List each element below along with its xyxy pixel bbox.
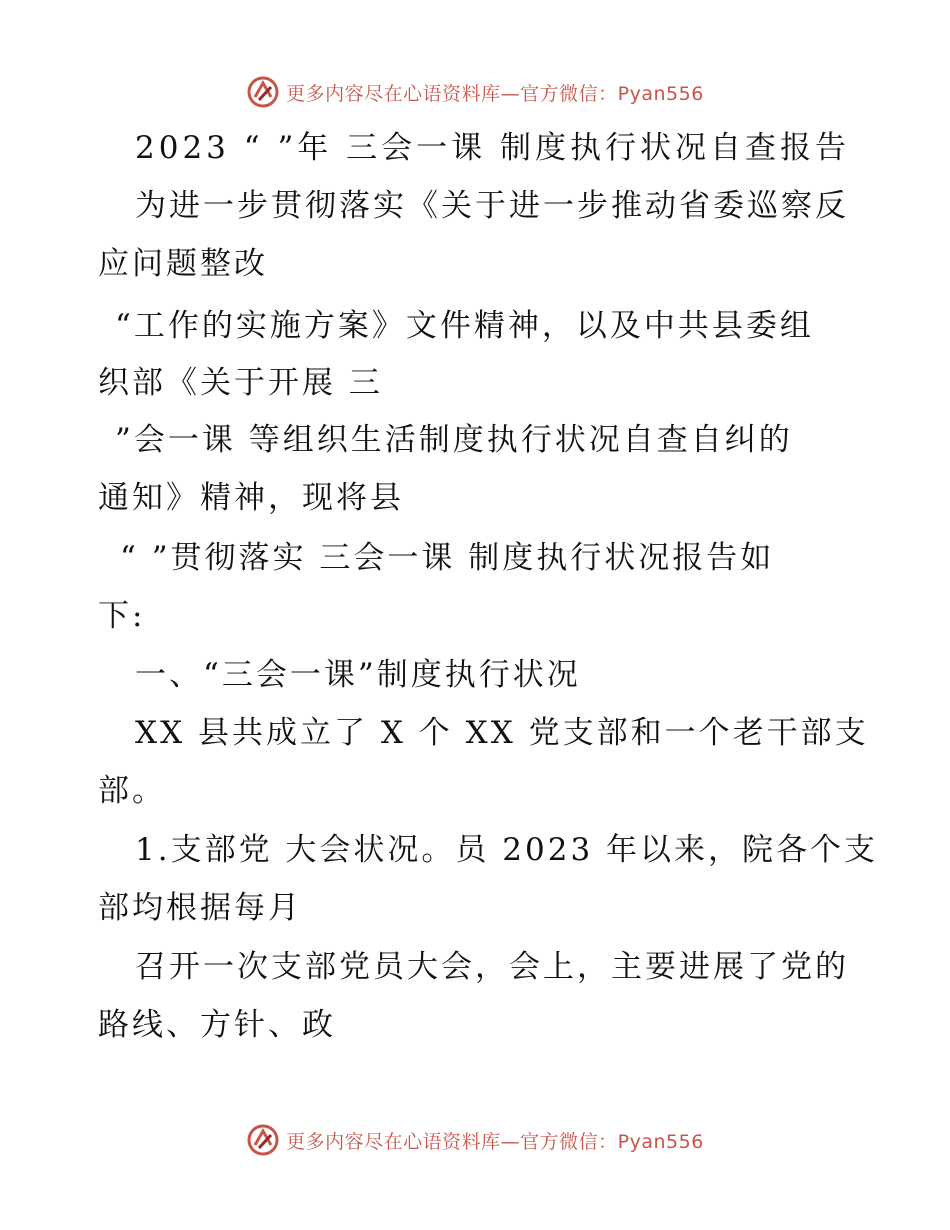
paragraph-line: 1.支部党 大会状况。员 2023 年以来，院各个支 — [135, 832, 879, 868]
paragraph-line: 召开一次支部党员大会，会上，主要进展了党的 — [135, 949, 849, 985]
paragraph-line: ”会一课 等组织生活制度执行状况自查自纠的 — [115, 422, 793, 458]
paragraph-line: 应问题整改 — [98, 246, 268, 282]
document-title: 2023 “ ”年 三会一课 制度执行状况自查报告 — [135, 130, 851, 166]
watermark-footer — [0, 1120, 950, 1160]
section-heading: 一、“三会一课”制度执行状况 — [135, 657, 581, 693]
paragraph-line: 路线、方针、政 — [98, 1007, 336, 1043]
paragraph-line: 通知》精神，现将县 — [98, 480, 404, 516]
paragraph-line: 下: — [98, 598, 146, 634]
paragraph-line: XX 县共成立了 X 个 XX 党支部和一个老干部支 — [135, 715, 869, 751]
paragraph-line: 部。 — [98, 773, 166, 809]
brand-logo-icon — [246, 1123, 280, 1157]
paragraph-line: 为进一步贯彻落实《关于进一步推动省委巡察反 — [135, 188, 849, 224]
paragraph-line: “ ”贯彻落实 三会一课 制度执行状况报告如 — [120, 540, 775, 576]
watermark-text: 更多内容尽在心语资料库—官方微信：Pyan556 — [286, 82, 704, 105]
watermark-text: 更多内容尽在心语资料库—官方微信：Pyan556 — [286, 1130, 704, 1153]
paragraph-line: “工作的实施方案》文件精神，以及中共县委组 — [115, 308, 814, 344]
paragraph-line: 部均根据每月 — [98, 890, 302, 926]
brand-logo-icon — [246, 75, 280, 109]
paragraph-line: 织部《关于开展 三 — [98, 365, 383, 401]
watermark-header — [0, 72, 950, 112]
